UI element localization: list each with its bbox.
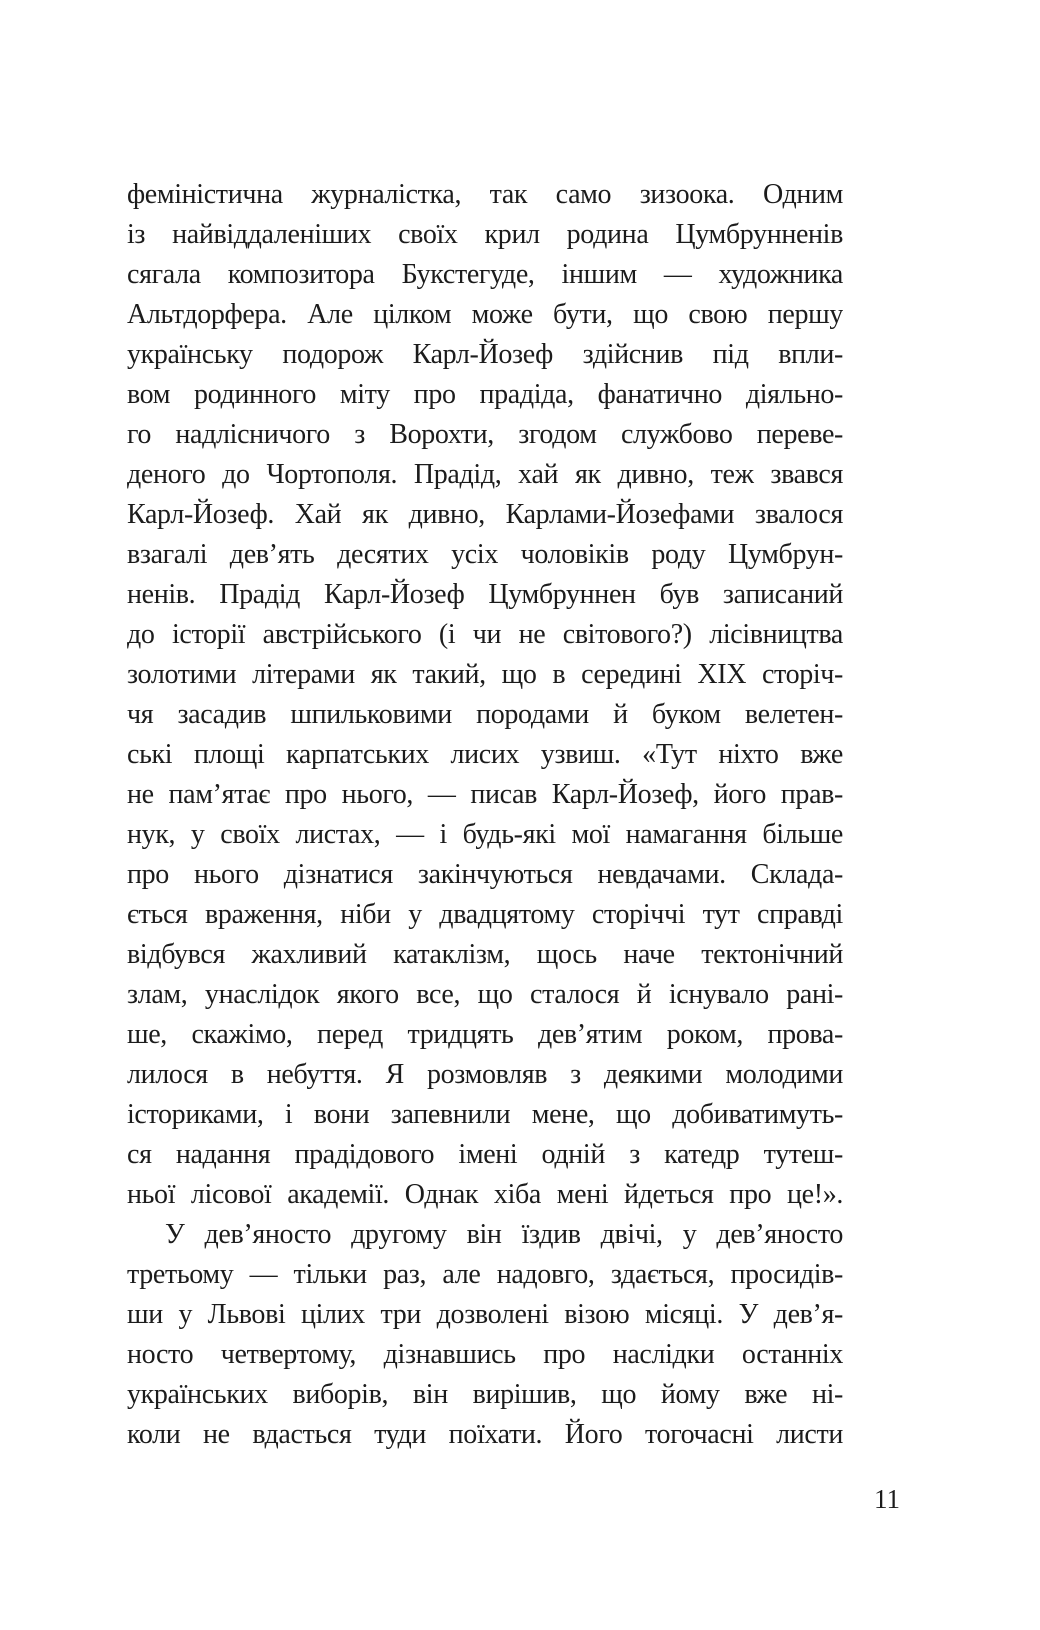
- text-line: лилося в небуття. Я розмовляв з деякими молодими: [127, 1059, 843, 1090]
- text-line: го надлісничого з Ворохти, згодом службово переве-: [127, 419, 843, 450]
- text-line: про нього дізнатися закінчуються невдачами. Склада-: [127, 859, 843, 890]
- text-line: злам, унаслідок якого все, що сталося й існувало рані-: [127, 979, 843, 1010]
- text-line: деного до Чортополя. Прадід, хай як дивно, теж звався: [127, 459, 843, 490]
- text-line: відбувся жахливий катаклізм, щось наче тектонічний: [127, 939, 843, 970]
- text-line: ється враження, ніби у двадцятому сторіччі тут справді: [127, 899, 843, 930]
- text-line: носто четвертому, дізнавшись про наслідки останніх: [127, 1339, 843, 1370]
- text-line: до історії австрійського (і чи не світового?) лісівництва: [127, 619, 843, 650]
- text-line: не пам’ятає про нього, — писав Карл-Йозеф, його прав-: [127, 779, 843, 810]
- text-line: У дев’яносто другому він їздив двічі, у дев’яносто: [165, 1219, 843, 1250]
- page-number: 11: [874, 1484, 900, 1514]
- text-line: істориками, і вони запевнили мене, що добиватимуть-: [127, 1099, 843, 1130]
- text-line: третьому — тільки раз, але надовго, здається, просидів-: [127, 1259, 843, 1290]
- text-line: ся надання прадідового імені одній з катедр тутеш-: [127, 1139, 843, 1170]
- text-line: ши у Львові цілих три дозволені візою місяці. У дев’я-: [127, 1299, 843, 1330]
- text-line: Альтдорфера. Але цілком може бути, що свою першу: [127, 299, 843, 330]
- text-line: ше, скажімо, перед тридцять дев’ятим роком, прова-: [127, 1019, 843, 1050]
- text-line: золотими літерами як такий, що в середині XIX сторіч-: [127, 659, 843, 690]
- text-line: вом родинного міту про прадіда, фанатично діяльно-: [127, 379, 843, 410]
- text-line: із найвіддаленіших своїх крил родина Цумбрунненів: [127, 219, 843, 250]
- text-line: ньої лісової академії. Однак хіба мені йдеться про це!».: [127, 1179, 843, 1210]
- text-line: коли не вдасться туди поїхати. Його тогочасні листи: [127, 1419, 843, 1450]
- text-line: Карл-Йозеф. Хай як дивно, Карлами-Йозефами звалося: [127, 499, 843, 530]
- text-line: українську подорож Карл-Йозеф здійснив під впли-: [127, 339, 843, 370]
- text-line: українських виборів, він вирішив, що йому вже ні-: [127, 1379, 843, 1410]
- text-line: нук, у своїх листах, — і будь-які мої намагання більше: [127, 819, 843, 850]
- page-text: [127, 175, 843, 1455]
- text-line: феміністична журналістка, так само зизоока. Одним: [127, 179, 843, 210]
- text-line: ненів. Прадід Карл-Йозеф Цумбруннен був записаний: [127, 579, 843, 610]
- text-line: взагалі дев’ять десятих усіх чоловіків роду Цумбрун-: [127, 539, 843, 570]
- text-line: чя засадив шпильковими породами й буком велетен-: [127, 699, 843, 730]
- text-line: сягала композитора Букстегуде, іншим — художника: [127, 259, 843, 290]
- text-line: ські площі карпатських лисих узвиш. «Тут ніхто вже: [127, 739, 843, 770]
